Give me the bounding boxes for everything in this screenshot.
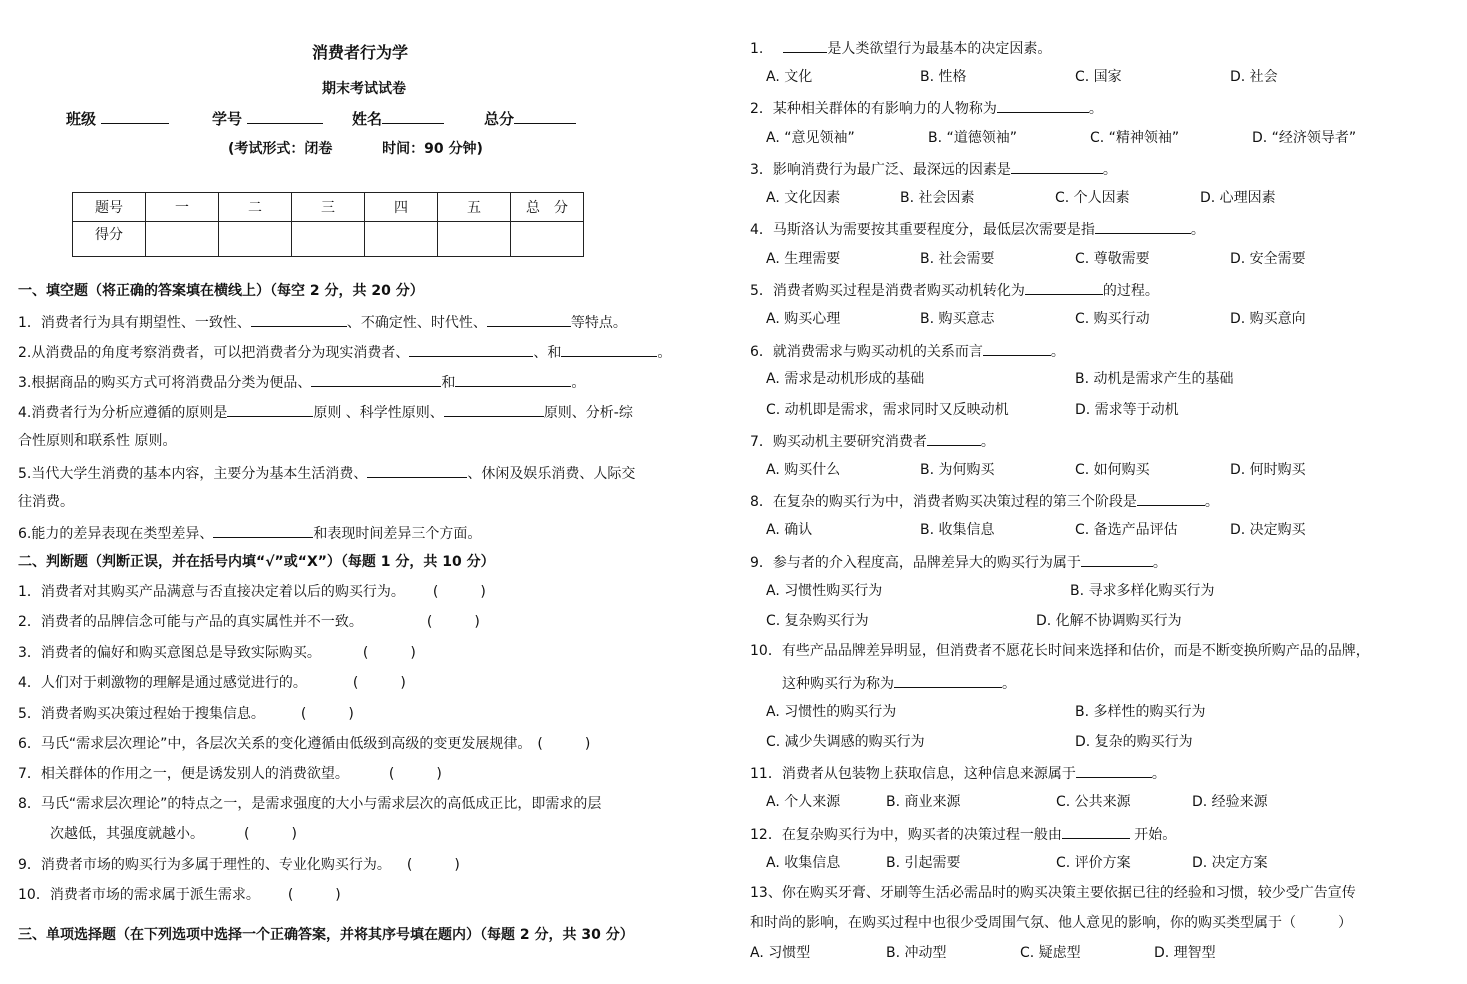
fill-question-4-cont: 合性原则和联系性 原则。: [18, 433, 177, 449]
mc-option: A. 习惯型: [750, 945, 811, 961]
mc-option: B. 动机是需求产生的基础: [1075, 371, 1234, 387]
mc-option: C. 尊敬需要: [1075, 251, 1150, 267]
score-cell[interactable]: [292, 222, 365, 257]
score-row-label: 得分: [73, 222, 146, 257]
fill-question-3: 3.根据商品的购买方式可将消费品分类为便品、 和 。: [18, 372, 585, 392]
mc-option: A. 确认: [766, 522, 813, 538]
mc-option: B. 性格: [920, 69, 967, 85]
mc-option: C. 如何购买: [1075, 462, 1150, 478]
mc-option: A. “意见领袖”: [766, 130, 855, 146]
mc-option: D. 需求等于动机: [1075, 402, 1179, 418]
mc-option: B. 寻求多样化购买行为: [1070, 583, 1215, 599]
mc-option: D. 心理因素: [1200, 190, 1276, 206]
mc-option: D. 化解不协调购买行为: [1036, 613, 1182, 629]
mc-option: B. 冲动型: [886, 945, 947, 961]
mc-option: B. 为何购买: [920, 462, 995, 478]
mc-question-10-cont: 这种购买行为称为 。: [782, 673, 1016, 693]
mc-option: B. 社会因素: [900, 190, 975, 206]
mc-option: B. “道德领袖”: [928, 130, 1018, 146]
score-header-cell: 一: [146, 193, 219, 222]
score-header-cell: 总 分: [511, 193, 584, 222]
mc-option: D. 决定方案: [1192, 855, 1268, 871]
judge-question: 9．消费者市场的购买行为多属于理性的、专业化购买行为。 ( ): [18, 857, 460, 873]
mc-question-9: 9．参与者的介入程度高，品牌差异大的购买行为属于 。: [750, 552, 1167, 572]
mc-option: D. 安全需要: [1230, 251, 1306, 267]
total-field: 总分: [484, 108, 576, 129]
mc-option: A. 收集信息: [766, 855, 841, 871]
mc-option: D. 复杂的购买行为: [1075, 734, 1193, 750]
mc-option: C. 动机即是需求，需求同时又反映动机: [766, 402, 1009, 418]
mc-option: D. 经验来源: [1192, 794, 1268, 810]
judge-question: 4．人们对于刺激物的理解是通过感觉进行的。 ( ): [18, 675, 406, 691]
mc-option: A. 需求是动机形成的基础: [766, 371, 925, 387]
mc-option: C. 评价方案: [1056, 855, 1131, 871]
mc-option: B. 社会需要: [920, 251, 995, 267]
judge-question: 8．马氏“需求层次理论”的特点之一，是需求强度的大小与需求层次的高低成正比，即需求的层: [18, 796, 602, 812]
mc-option: A. 个人来源: [766, 794, 841, 810]
mc-option: C. 个人因素: [1055, 190, 1130, 206]
mc-option: C. 公共来源: [1056, 794, 1131, 810]
exam-subtitle: 期末考试试卷: [322, 81, 406, 97]
class-field: 班级: [66, 108, 169, 129]
score-header-cell: 题号: [73, 193, 146, 222]
mc-option: C. 疑虑型: [1020, 945, 1081, 961]
score-cell[interactable]: [511, 222, 584, 257]
mc-option: C. 国家: [1075, 69, 1122, 85]
mc-option: B. 购买意志: [920, 311, 995, 327]
mc-option: A. 购买心理: [766, 311, 841, 327]
mc-option: B. 引起需要: [886, 855, 961, 871]
mc-option: D. 何时购买: [1230, 462, 1306, 478]
mc-option: A. 习惯性购买行为: [766, 583, 883, 599]
mc-question-8: 8．在复杂的购买行为中，消费者购买决策过程的第三个阶段是 。: [750, 491, 1219, 511]
fill-question-1: 1．消费者行为具有期望性、一致性、 、不确定性、时代性、 等特点。: [18, 312, 627, 332]
score-cell[interactable]: [146, 222, 219, 257]
mc-question-12: 12．在复杂购买行为中，购买者的决策过程一般由 开始。: [750, 824, 1176, 844]
score-cell[interactable]: [219, 222, 292, 257]
judge-question: 次越低，其强度就越小。 ( ): [50, 826, 297, 842]
mc-question-13-cont: 和时尚的影响，在购买过程中也很少受周围气氛、他人意见的影响，你的购买类型属于（ ）: [750, 915, 1352, 931]
mc-option: C. 购买行动: [1075, 311, 1150, 327]
mc-question-6: 6．就消费需求与购买动机的关系而言 。: [750, 341, 1065, 361]
score-cell[interactable]: [365, 222, 438, 257]
score-header-cell: 五: [438, 193, 511, 222]
mc-option: A. 文化: [766, 69, 813, 85]
score-cell[interactable]: [438, 222, 511, 257]
mc-option: A. 生理需要: [766, 251, 841, 267]
mc-option: A. 购买什么: [766, 462, 841, 478]
mc-option: C. 备选产品评估: [1075, 522, 1178, 538]
mc-option: A. 习惯性的购买行为: [766, 704, 897, 720]
mc-option: D. “经济领导者”: [1252, 130, 1357, 146]
mc-option: C. “精神领袖”: [1090, 130, 1180, 146]
student-id-field: 学号: [212, 108, 323, 129]
mc-question-4: 4．马斯洛认为需要按其重要程度分，最低层次需要是指 。: [750, 219, 1205, 239]
mc-option: B. 多样性的购买行为: [1075, 704, 1206, 720]
judge-question: 2．消费者的品牌信念可能与产品的真实属性并不一致。 ( ): [18, 614, 480, 630]
judge-question: 3．消费者的偏好和购买意图总是导致实际购买。 ( ): [18, 645, 416, 661]
mc-question-5: 5．消费者购买过程是消费者购买动机转化为 的过程。: [750, 280, 1159, 300]
judge-question: 7．相关群体的作用之一，便是诱发别人的消费欲望。 ( ): [18, 766, 442, 782]
score-header-cell: 二: [219, 193, 292, 222]
judge-question: 5．消费者购买决策过程始于搜集信息。 ( ): [18, 706, 354, 722]
exam-form-info: (考试形式：闭卷 时间：90 分钟): [228, 141, 483, 157]
mc-option: D. 理智型: [1154, 945, 1216, 961]
mc-question-7: 7．购买动机主要研究消费者 。: [750, 431, 995, 451]
mc-option: D. 社会: [1230, 69, 1278, 85]
fill-question-2: 2.从消费品的角度考察消费者，可以把消费者分为现实消费者、 、和 。: [18, 342, 671, 362]
section3-heading: 三、单项选择题（在下列选项中选择一个正确答案，并将其序号填在题内）（每题 2 分，共 30 分）: [18, 927, 634, 943]
judge-question: 6．马氏“需求层次理论”中，各层次关系的变化遵循由低级到高级的变更发展规律。 ( ): [18, 736, 591, 752]
fill-question-5-cont: 往消费。: [18, 494, 74, 510]
score-table: [72, 192, 584, 257]
section1-heading: 一、填空题（将正确的答案填在横线上）（每空 2 分，共 20 分）: [18, 283, 424, 299]
mc-question-10: 10．有些产品品牌差异明显，但消费者不愿花长时间来选择和估价，而是不断变换所购产品的品牌，: [750, 643, 1370, 659]
score-header-cell: 三: [292, 193, 365, 222]
judge-question: 1．消费者对其购买产品满意与否直接决定着以后的购买行为。 ( ): [18, 584, 486, 600]
fill-question-5: 5.当代大学生消费的基本内容，主要分为基本生活消费、 、休闲及娱乐消费、人际交: [18, 463, 635, 483]
section2-heading: 二、判断题（判断正误，并在括号内填“√”或“X”）（每题 1 分，共 10 分）: [18, 554, 495, 570]
mc-option: A. 文化因素: [766, 190, 841, 206]
mc-question-11: 11．消费者从包装物上获取信息，这种信息来源属于 。: [750, 763, 1166, 783]
mc-option: D. 购买意向: [1230, 311, 1306, 327]
mc-question-1: 1. 是人类欲望行为最基本的决定因素。: [750, 38, 1051, 58]
mc-question-2: 2．某种相关群体的有影响力的人物称为 。: [750, 98, 1103, 118]
mc-option: C. 减少失调感的购买行为: [766, 734, 925, 750]
mc-option: C. 复杂购买行为: [766, 613, 869, 629]
fill-question-6: 6.能力的差异表现在类型差异、 和表现时间差异三个方面。: [18, 523, 481, 543]
fill-question-4: 4.消费者行为分析应遵循的原则是 原则 、科学性原则、 原则、分析-综: [18, 402, 633, 422]
judge-question: 10．消费者市场的需求属于派生需求。 ( ): [18, 887, 341, 903]
score-header-cell: 四: [365, 193, 438, 222]
name-field: 姓名: [352, 108, 444, 129]
mc-option: B. 收集信息: [920, 522, 995, 538]
mc-option: D. 决定购买: [1230, 522, 1306, 538]
exam-title: 消费者行为学: [312, 43, 409, 62]
mc-question-3: 3．影响消费行为最广泛、最深远的因素是 。: [750, 159, 1117, 179]
mc-question-13: 13、你在购买牙膏、牙刷等生活必需品时的购买决策主要依据已往的经验和习惯，较少受广告宣传: [750, 885, 1356, 901]
mc-option: B. 商业来源: [886, 794, 961, 810]
